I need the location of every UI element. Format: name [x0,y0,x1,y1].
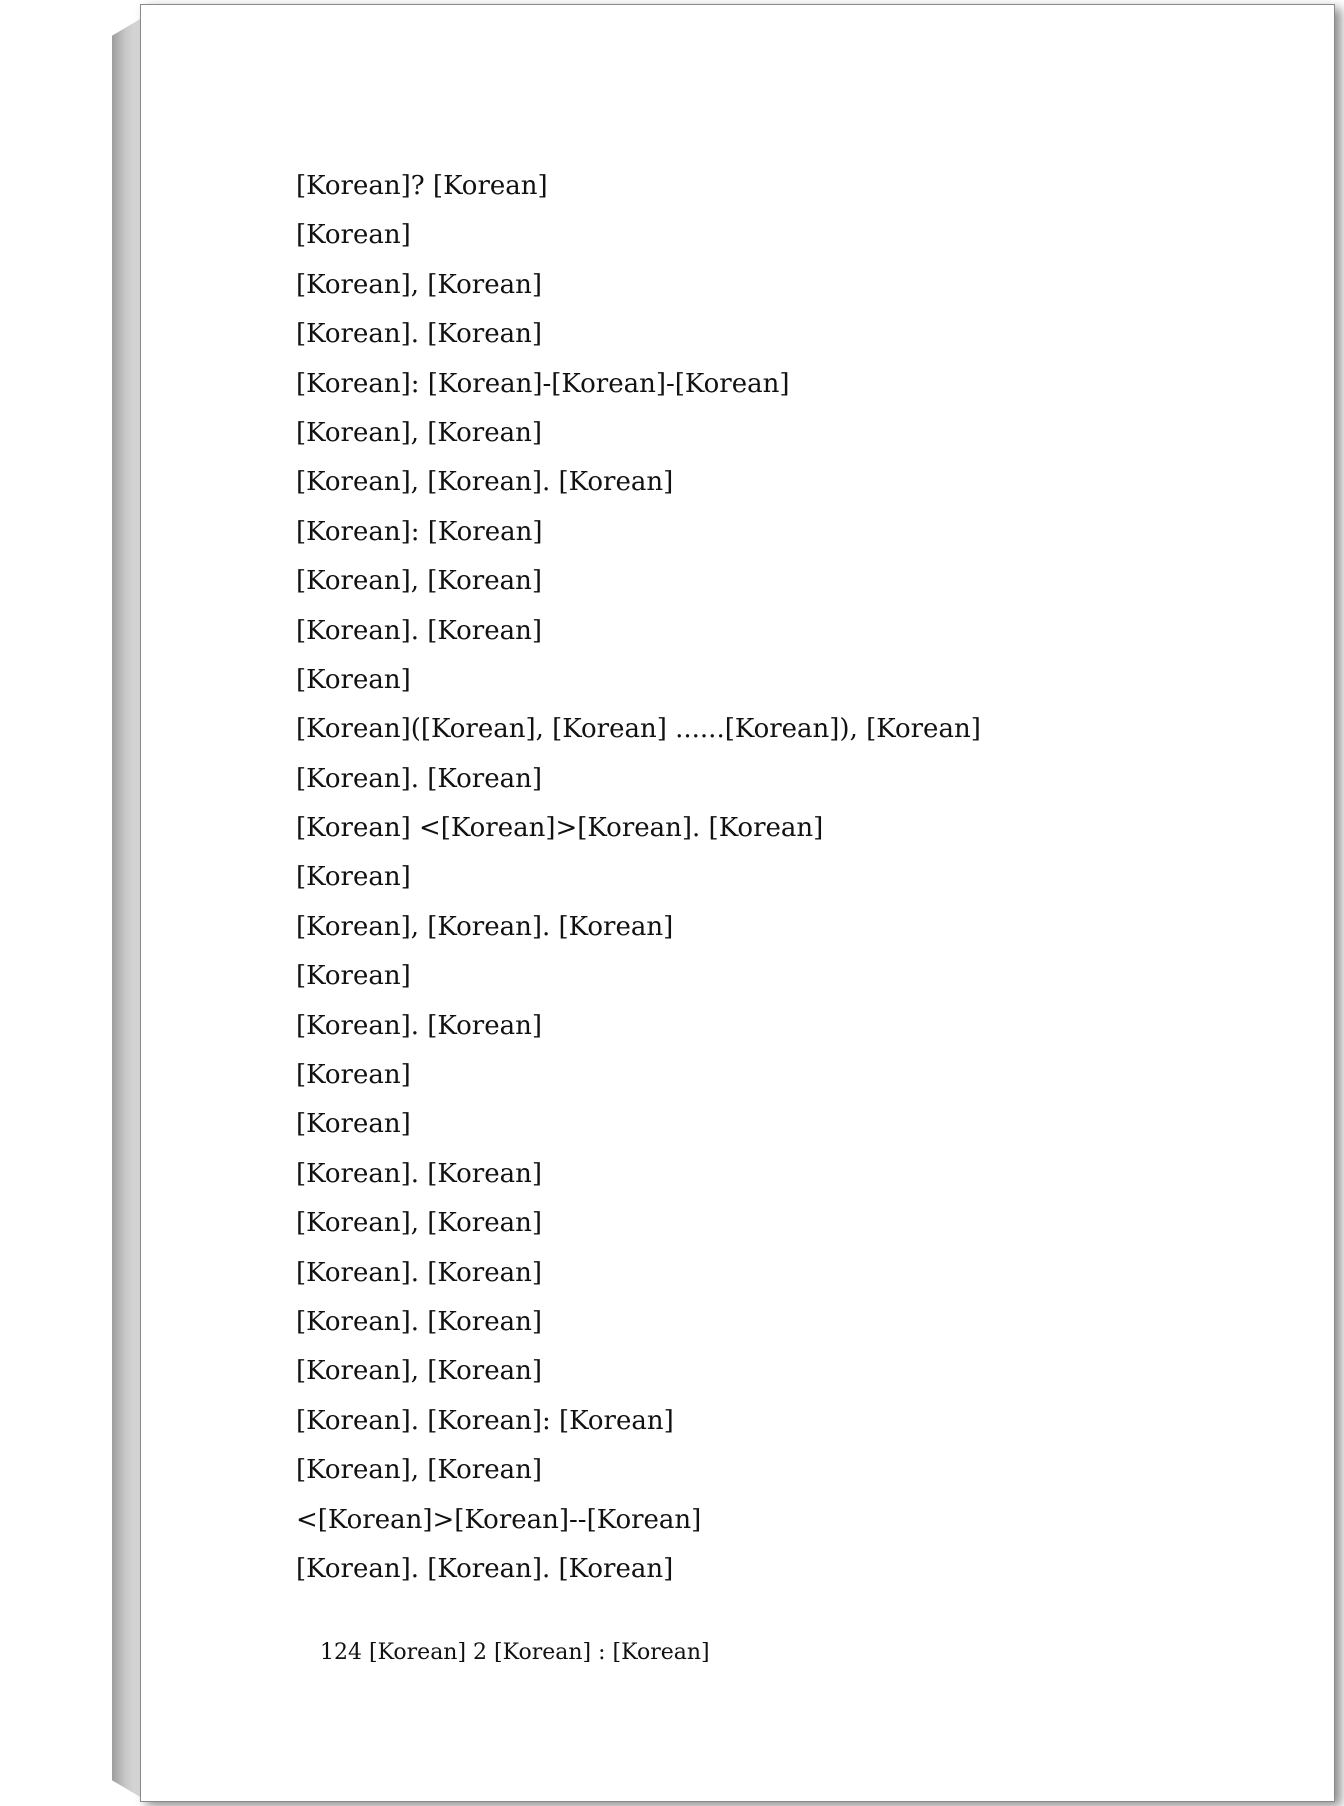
text-line: [Korean], [Korean] [296,1455,542,1486]
text-line: [Korean] [296,220,411,251]
text-line: [Korean]. [Korean] [296,1010,542,1041]
text-line: [Korean] [296,961,411,992]
text-line: [Korean], [Korean] [296,566,542,597]
text-line: [Korean]. [Korean] [296,1257,542,1288]
text-line: [Korean] [296,664,411,695]
body-text [296,162,1196,1594]
text-line: [Korean]. [Korean]: [Korean] [296,1405,674,1436]
text-line: [Korean]. [Korean] [296,615,542,646]
text-line: <[Korean]>[Korean]--[Korean] [296,1504,702,1535]
text-line: [Korean], [Korean] [296,1208,542,1239]
text-line: [Korean]: [Korean]-[Korean]-[Korean] [296,368,790,399]
text-line: [Korean] [296,1109,411,1140]
text-line: [Korean], [Korean] [296,269,542,300]
text-line: [Korean] <[Korean]>[Korean]. [Korean] [296,813,824,844]
text-line: [Korean]? [Korean] [296,171,548,201]
text-line: [Korean], [Korean]. [Korean] [296,911,674,942]
text-line: [Korean] [296,862,411,893]
text-line: [Korean], [Korean] [296,1356,542,1387]
text-line: [Korean]. [Korean] [296,1306,542,1337]
text-line: [Korean]. [Korean] [296,1158,542,1189]
text-line: [Korean]: [Korean] [296,516,543,547]
text-line: [Korean]. [Korean]. [Korean] [296,1553,674,1584]
text-line: [Korean], [Korean] [296,417,542,448]
text-line: [Korean]. [Korean] [296,763,542,794]
page-footer: 124 [Korean] 2 [Korean] : [Korean] [320,1640,710,1665]
text-line: [Korean], [Korean]. [Korean] [296,467,674,498]
text-line: [Korean]([Korean], [Korean] ......[Korean]), [Korean] [296,714,981,745]
text-line: [Korean] [296,1060,411,1091]
text-line: [Korean]. [Korean] [296,319,542,350]
book-spine [112,18,142,1798]
